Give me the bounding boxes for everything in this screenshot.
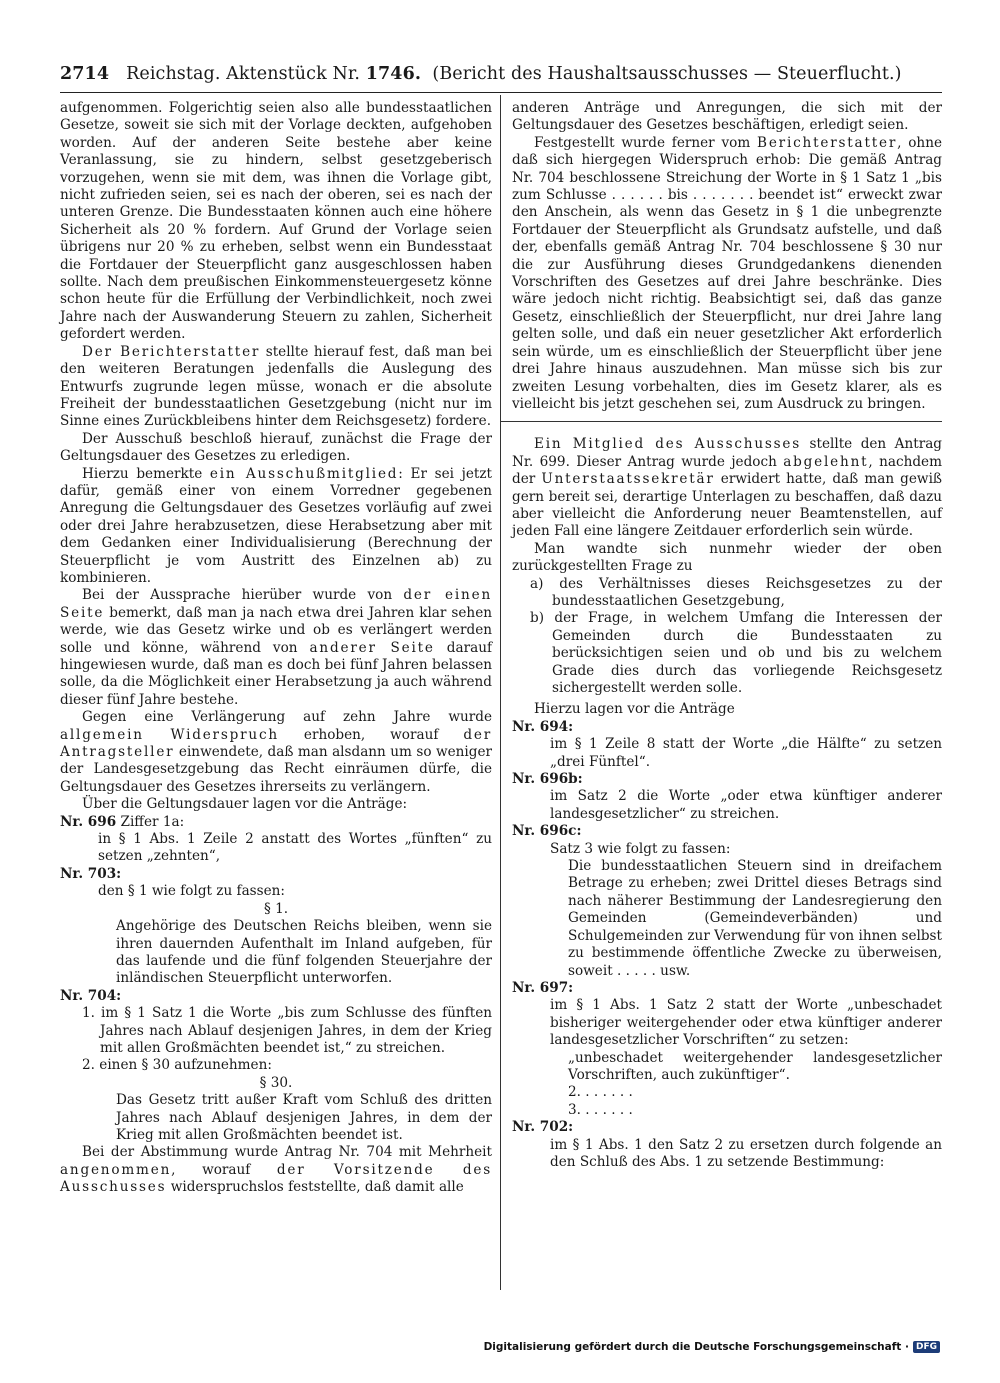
motion-text: in § 1 Abs. 1 Zeile 2 anstatt des Wortes „fünften“ zu setzen „zehnten“, — [98, 831, 492, 865]
motion-heading — [512, 1119, 942, 1136]
text: darauf hingewiesen wurde, daß man es doch bei fünf Jahren belassen solle, da die Möglichkeit einer Herabsetzung ja auch während dieser fünf Jahre bestehe. — [60, 639, 492, 708]
text: Hierzu bemerkte — [82, 465, 210, 482]
motion-number: Nr. 697: — [512, 979, 574, 996]
paragraph — [60, 587, 492, 709]
motion-item: 3. . . . . . . — [568, 1101, 633, 1118]
spaced-text: abgelehnt — [783, 453, 869, 470]
spaced-text: der Antragsteller — [60, 726, 492, 761]
paragraph: Der Ausschuß beschloß hierauf, zunächst die Frage der Geltungsdauer des Gesetzes zu erledigen. — [60, 430, 492, 465]
column-divider — [500, 95, 501, 1290]
running-header — [60, 64, 940, 84]
section-number: § 1. — [263, 900, 289, 917]
text: einwendete, daß man alsdann um so weniger der Landesgesetzgebung das Recht einräumen dürfe, die Geltungsdauer des Gesetzes ihrerseits zu verlängern. — [60, 744, 492, 795]
motion-heading — [60, 988, 492, 1005]
header-nr-value: 1746. — [365, 64, 422, 84]
motion-item: 1. im § 1 Satz 1 die Worte „bis zum Schlusse des fünften Jahres nach Ablauf desjenigen Jahres, in dem der Krieg mit allen Großmächten beendet ist,“ zu streichen. — [82, 1005, 492, 1056]
spaced-text: Berichterstatter — [757, 134, 898, 151]
spaced-text: der einen Seite — [60, 587, 492, 621]
header-subtitle: (Bericht des Haushaltsausschusses — Steuerflucht.) — [432, 64, 902, 84]
text: Gegen eine Verlängerung auf zehn Jahre wurde — [82, 709, 492, 726]
motion-number: Nr. 696 — [60, 813, 117, 830]
motion-item: 2. einen § 30 aufzunehmen: — [82, 1057, 272, 1074]
motion-text: im § 1 Abs. 1 den Satz 2 zu ersetzen durch folgende an den Schluß des Abs. 1 zu setzende Bestimmung: — [550, 1136, 942, 1170]
motion-number: Nr. 703: — [60, 865, 122, 882]
text: : Er sei jetzt dafür, gemäß einer von einem Vorredner gegebenen Anregung die Geltungsdauer des Gesetzes vorläufig auf zwei oder drei Jahre herabzusetzen, diese Herabsetzung aber mit dem Gedanken einer Individualisierung (Berechnung der Steuerpflicht je vom Austritt des Einzelnen ab) zu kombinieren. — [60, 465, 492, 586]
motion-number: Nr. 696c: — [512, 823, 582, 840]
question-item: a) des Verhältnisses dieses Reichsgesetzes zu der bundesstaatlichen Gesetzgebung, — [530, 575, 942, 609]
motion-heading — [512, 823, 942, 840]
text: Festgestellt wurde ferner vom — [534, 134, 758, 151]
header-nr-label: Nr. — [332, 64, 361, 84]
section-number: § 30. — [259, 1074, 293, 1091]
section-body: Das Gesetz tritt außer Kraft vom Schluß des dritten Jahres nach Ablauf desjenigen Jahres, in dem der Krieg mit allen Großmächten beendet ist. — [116, 1092, 492, 1143]
motion-item: 2. . . . . . . — [568, 1084, 633, 1101]
question-item: b) der Frage, in welchem Umfang die Interessen der Gemeinden durch die Bundesstaaten zu berücksichtigen seien und ob und bis zu welchem Grade dies durch das vorliegende Reichsgesetz sichergestellt werden solle. — [530, 610, 942, 696]
paragraph: Über die Geltungsdauer lagen vor die Anträge: — [82, 796, 408, 813]
spaced-text: Ein Mitglied des Ausschusses — [534, 436, 802, 453]
text: Ziffer 1a: — [116, 813, 185, 830]
right-column — [512, 100, 942, 1171]
motion-heading — [512, 980, 942, 997]
spaced-text: der Vorsitzende des Ausschusses — [60, 1161, 492, 1196]
motion-heading — [512, 771, 942, 788]
motion-body: „unbeschadet weitergehender landesgesetzlicher Vorschriften, auch zukünftiger“. — [568, 1049, 942, 1083]
header-rule — [60, 92, 942, 93]
paragraph: Hierzu lagen vor die Anträge — [534, 701, 735, 718]
paragraph: anderen Anträge und Anregungen, die sich mit der Geltungsdauer des Gesetzes beschäftigen, erledigt seien. — [512, 100, 942, 134]
paragraph — [60, 344, 492, 431]
motion-number: Nr. 696b: — [512, 771, 583, 788]
text: erwidert hatte, daß man gewiß gern bereit sei, derartige Unterlagen zu beschaffen, daß dazu aber vielleicht die Anforderung neuer Beamtenstellen, auf jeden Fall eine längere Zeitdauer erforderlich sein würde. — [512, 471, 942, 540]
paragraph — [512, 436, 942, 540]
motion-body: Die bundesstaatlichen Steuern sind in dreifachem Betrage zu erheben; zwei Drittel dieses Betrags sind nach näherer Bestimmung der Landesregierung den Gemeinden (Gemeindeverbänden) und Schulgemeinden zur Verwendung für von ihnen selbst zu bestimmende öffentliche Zwecke zu überweisen, soweit . . . . . usw. — [568, 858, 942, 979]
page-number: 2714 — [60, 64, 110, 84]
text: stellte den Antrag Nr. 699. Dieser Antrag wurde jedoch — [512, 436, 942, 470]
left-column — [60, 100, 492, 1197]
motion-text: im Satz 2 die Worte „oder etwa künftiger anderer landesgesetzlicher“ zu streichen. — [550, 788, 942, 822]
text: Bei der Abstimmung wurde Antrag Nr. 704 mit Mehrheit — [82, 1144, 492, 1161]
credit-text: Digitalisierung gefördert durch die Deutsche Forschungsgemeinschaft · — [483, 1341, 909, 1353]
spaced-text: Der Berichterstatter — [82, 343, 261, 360]
dfg-logo: DFG — [913, 1341, 940, 1353]
section-body: Angehörige des Deutschen Reichs bleiben, wenn sie ihren dauernden Aufenthalt im Inland aufgeben, für das laufende und die fünf folgenden Steuerjahre der inländischen Steuerpflicht unterworfen. — [116, 918, 492, 987]
motion-heading — [512, 719, 942, 736]
text: widerspruchslos feststellte, daß damit alle — [166, 1179, 464, 1196]
section-rule — [500, 421, 942, 422]
motion-text: im § 1 Zeile 8 statt der Worte „die Hälfte“ zu setzen „drei Fünftel“. — [550, 736, 942, 770]
motion-heading — [60, 814, 492, 831]
spaced-text: allgemein Widerspruch — [60, 726, 279, 743]
spaced-text: Unterstaatssekretär — [541, 471, 715, 488]
paragraph — [512, 135, 942, 414]
spaced-text: ein Ausschußmitglied — [209, 465, 399, 482]
motion-number: Nr. 702: — [512, 1119, 574, 1136]
motion-number: Nr. 704: — [60, 987, 122, 1004]
spaced-text: anderer Seite — [309, 639, 435, 656]
text: stellte hierauf fest, daß man bei den weiteren Beratungen jedenfalls die Auslegung des Entwurfs zugrunde legen müsse, wonach er die absolute Freiheit der bundesstaatlichen Gesetzgebung (nicht nur im Sinne eines Zurückbleibens hinter dem Reichsgesetz) fordere. — [60, 343, 493, 430]
header-title: Reichstag. Aktenstück — [126, 64, 327, 84]
motion-text: Satz 3 wie folgt zu fassen: — [550, 840, 731, 857]
text: bemerkt, daß man ja nach etwa drei Jahren klar sehen werde, wie das Gesetz wirke und ob es verlängert werden solle und könne, während von — [60, 604, 492, 656]
text: , nachdem der — [512, 453, 942, 488]
paragraph: aufgenommen. Folgerichtig seien also alle bundesstaatlichen Gesetze, soweit sie sich mit der Vorlage deckten, aufgehoben worden. Auf der anderen Seite bestehe aber keine Veranlassung, sie zu hindern, selbst gesetzgeberisch vorzugehen, wenn sie mit dem, was ihnen die Vorlage gibt, nicht zufrieden seien, sei es nach der oberen, sei es nach der unteren Grenze. Die Bundesstaaten können auch eine höhere Sicherheit als 20 % fordern. Auf Grund der Vorlage seien übrigens nur 20 % zu erheben, selbst wenn ein Bundesstaat die Fortdauer der Steuerpflicht ganz ausgeschlossen haben sollte. Nach dem preußischen Einkommensteuergesetz könne schon heute für die Erfüllung der Verbindlichkeit, noch zwei Jahre nach der Auswanderung Steuern zu zahlen, Sicherheit gefordert werden. — [60, 100, 492, 343]
text: , worauf — [171, 1161, 277, 1178]
text: Bei der Aussprache hierüber wurde von — [82, 587, 404, 604]
paragraph — [60, 1144, 492, 1196]
text: , ohne daß sich hiergegen Widerspruch erhob: Die gemäß Antrag Nr. 704 beschlossene Streichung der Worte in § 1 Satz 1 „bis zum Schlusse . . . . . . bis . . . . . . . beendet ist“ erweckt zwar den Anschein, als wenn das Gesetz in § 1 die unbegrenzte Fortdauer der Steuerpflicht als Grundsatz aufstelle, und daß der, ebenfalls gemäß Antrag Nr. 704 beschlossene § 30 nur die zur Ausführung dieses Grundgedankens dienenden Vorschriften des Gesetzes auf drei Jahre beschränke. Dies wäre jedoch nicht richtig. Beabsichtigt sei, daß das ganze Gesetz, einschließlich der Steuerpflicht, nur drei Jahre lang gelten solle, und daß ein neuer gesetzlicher Akt erforderlich sein würde, um es einschließlich der Steuerpflicht über jene drei Jahre hinaus auszudehnen. Man müsse sich bis zur zweiten Lesung vorbehalten, dies im Gesetz klarer, als es vielleicht bis jetzt geschehen sei, zum Ausdruck zu bringen. — [512, 134, 942, 412]
text: erhoben, worauf — [278, 726, 464, 743]
motion-text: den § 1 wie folgt zu fassen: — [98, 883, 286, 900]
paragraph: Man wandte sich nunmehr wieder der oben zurückgestellten Frage zu — [512, 540, 942, 575]
digitization-credit — [484, 1341, 940, 1353]
paragraph — [60, 466, 492, 588]
paragraph — [60, 709, 492, 796]
motion-heading — [60, 866, 492, 883]
motion-text: im § 1 Abs. 1 Satz 2 statt der Worte „unbeschadet bisheriger weitergehender oder etwa künftiger anderer landesgesetzlicher Vorschriften“ zu setzen: — [550, 997, 942, 1049]
spaced-text: angenommen — [60, 1161, 172, 1178]
motion-number: Nr. 694: — [512, 718, 574, 735]
